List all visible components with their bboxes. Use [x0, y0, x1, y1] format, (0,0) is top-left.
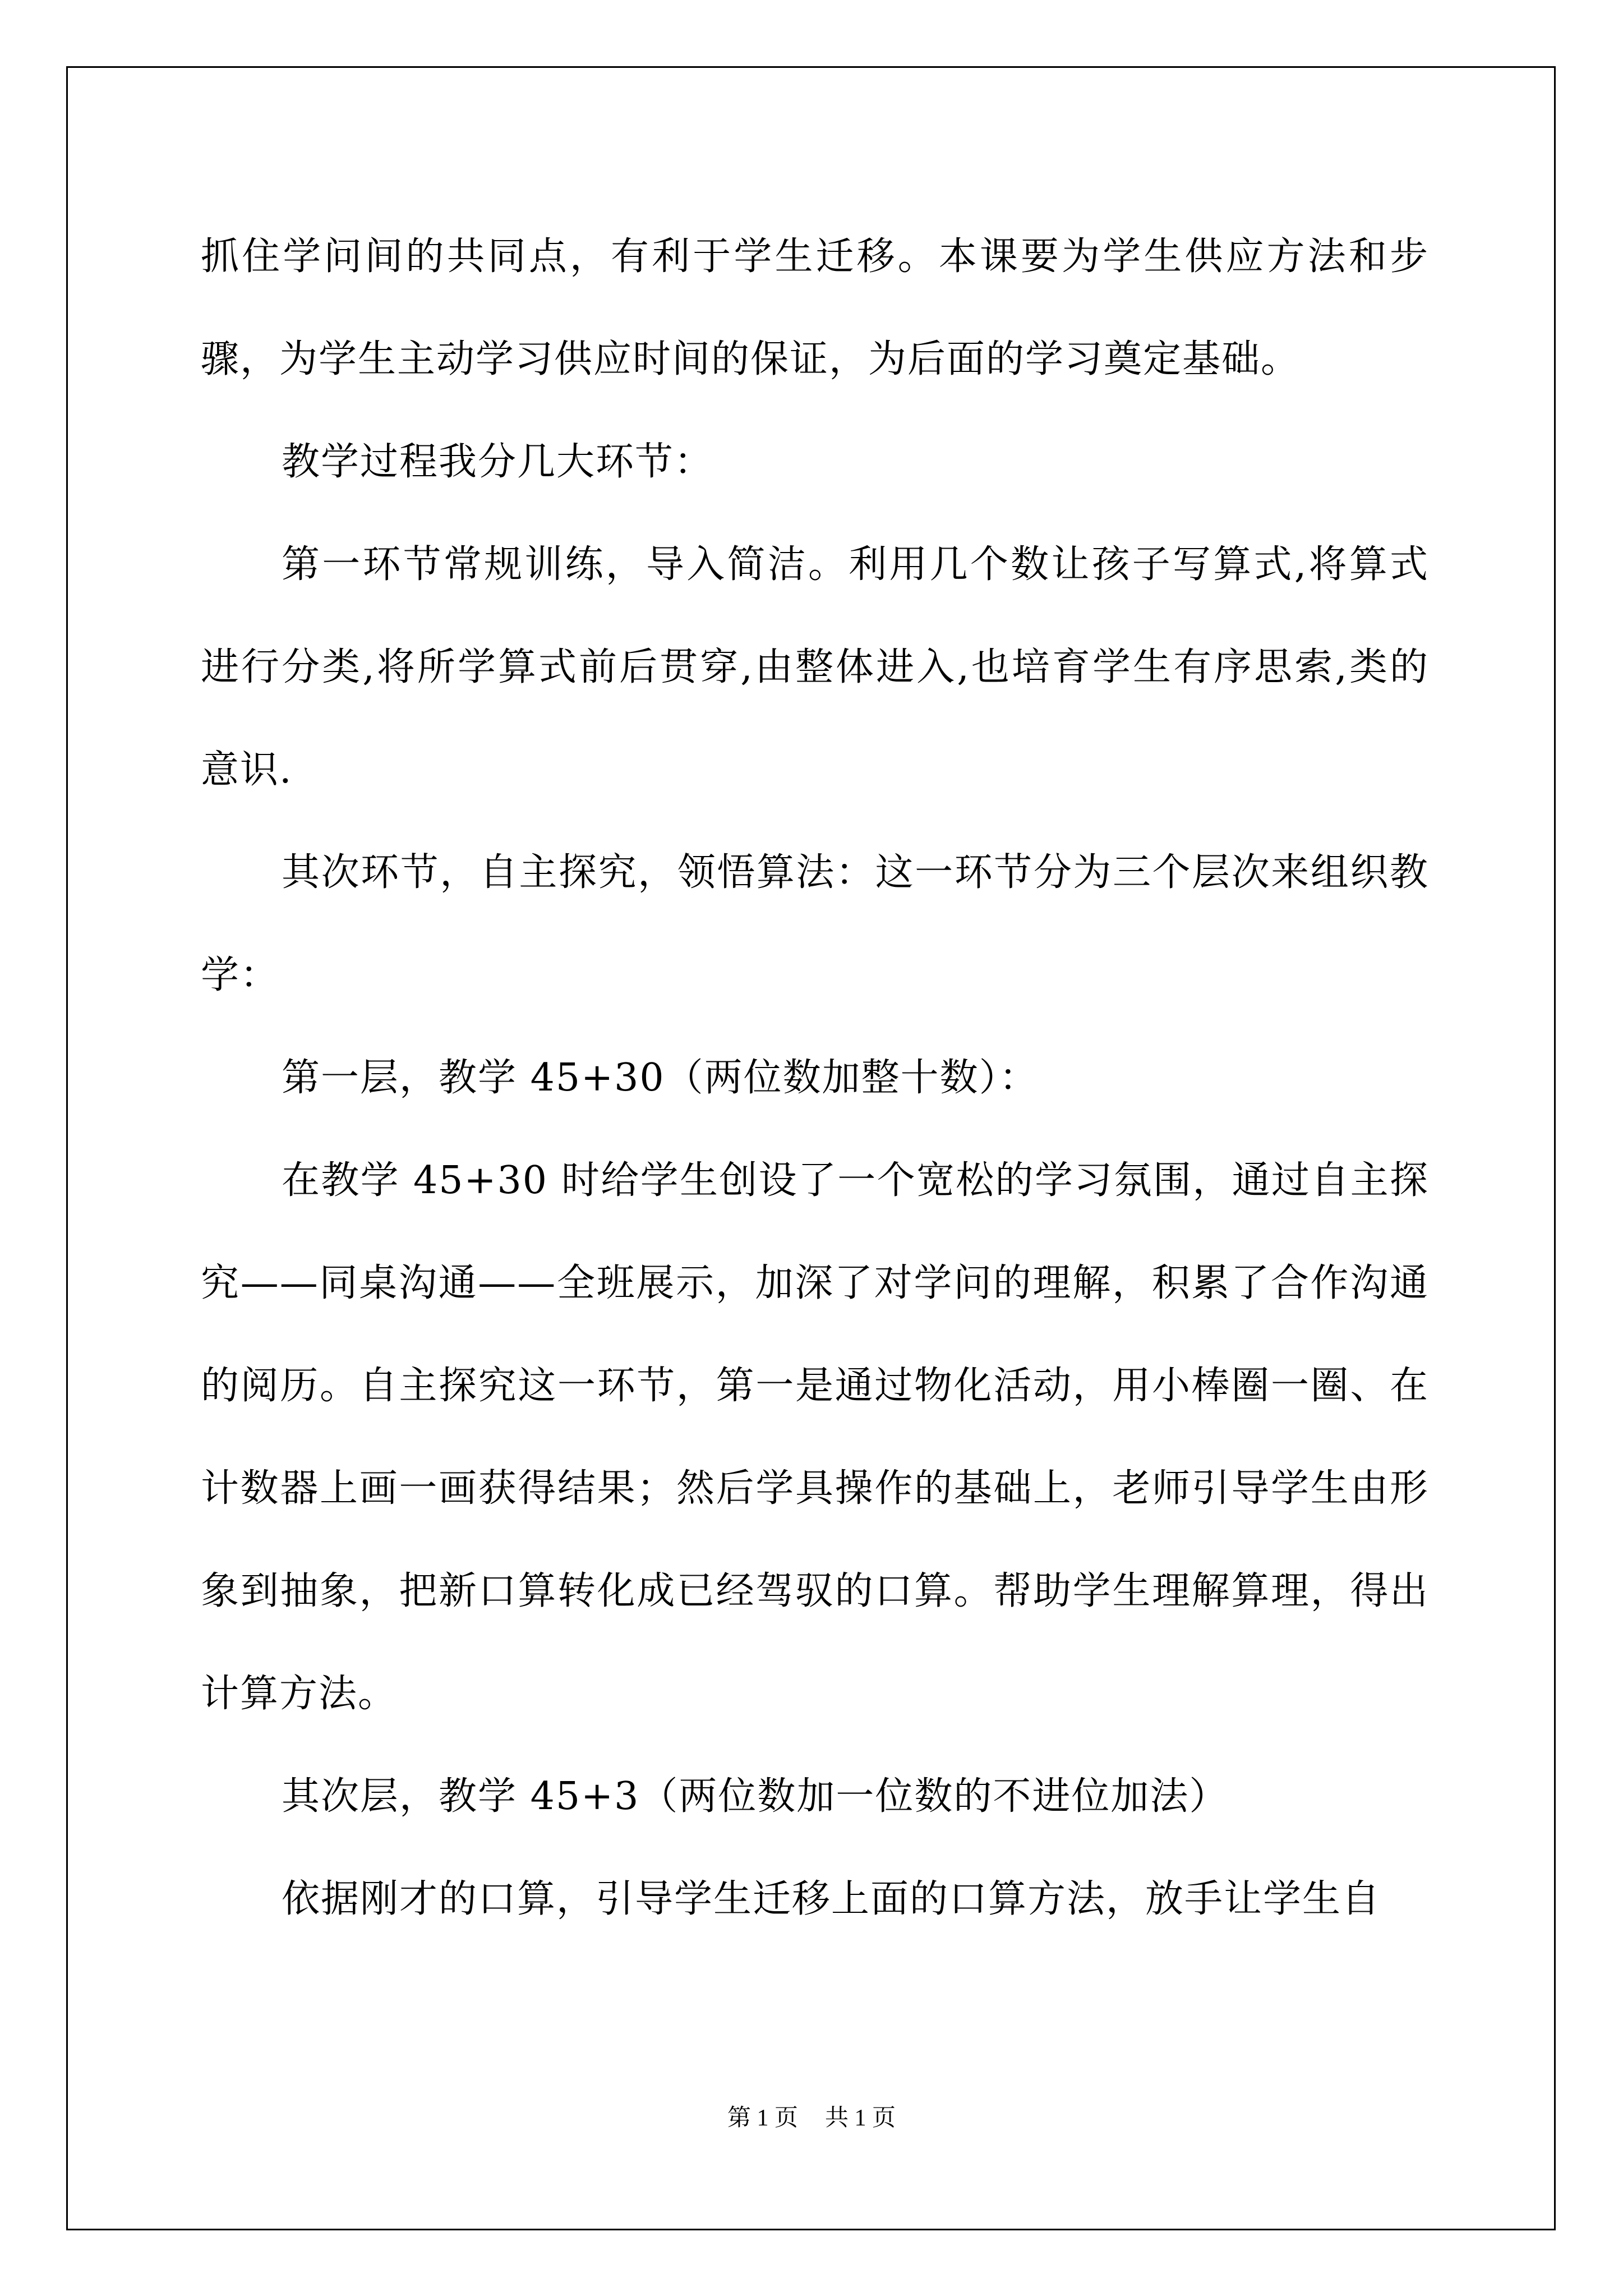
paragraph-1: 抓住学问间的共同点，有利于学生迁移。本课要为学生供应方法和步骤，为学生主动学习供应时间的保证，为后面的学习奠定基础。	[201, 234, 1429, 381]
page-footer	[0, 2099, 1623, 2133]
paragraph-2: 教学过程我分几大环节：	[282, 440, 714, 484]
paragraph-8: 依据刚才的口算，引导学生迁移上面的口算方法，放手让学生自	[282, 1877, 1381, 1921]
paragraph-5: 第一层，教学 45+30（两位数加整十数）：	[282, 1056, 1039, 1100]
paragraph-4: 其次环节，自主探究，领悟算法：这一环节分为三个层次来组织教学：	[201, 850, 1429, 997]
page-number: 第 1 页	[727, 2105, 798, 2131]
paragraph-3: 第一环节常规训练，导入简洁。利用几个数让孩子写算式,将算式进行分类,将所学算式前后贯穿,由整体进入,也培育学生有序思索,类的意识.	[201, 542, 1429, 792]
paragraph-6: 在教学 45+30 时给学生创设了一个宽松的学习氛围，通过自主探究——同桌沟通——全班展示，加深了对学问的理解，积累了合作沟通的阅历。自主探究这一环节，第一是通过物化活动，用小棒圈一圈、在计数器上画一画获得结果；然后学具操作的基础上，老师引导学生由形象到抽象，把新口算转化成已经驾驭的口算。帮助学生理解算理，得出计算方法。	[201, 1158, 1429, 1716]
document-body	[201, 205, 1429, 1950]
paragraph-7: 其次层，教学 45+3（两位数加一位数的不进位加法）	[282, 1774, 1229, 1819]
total-pages: 共 1 页	[825, 2105, 896, 2131]
